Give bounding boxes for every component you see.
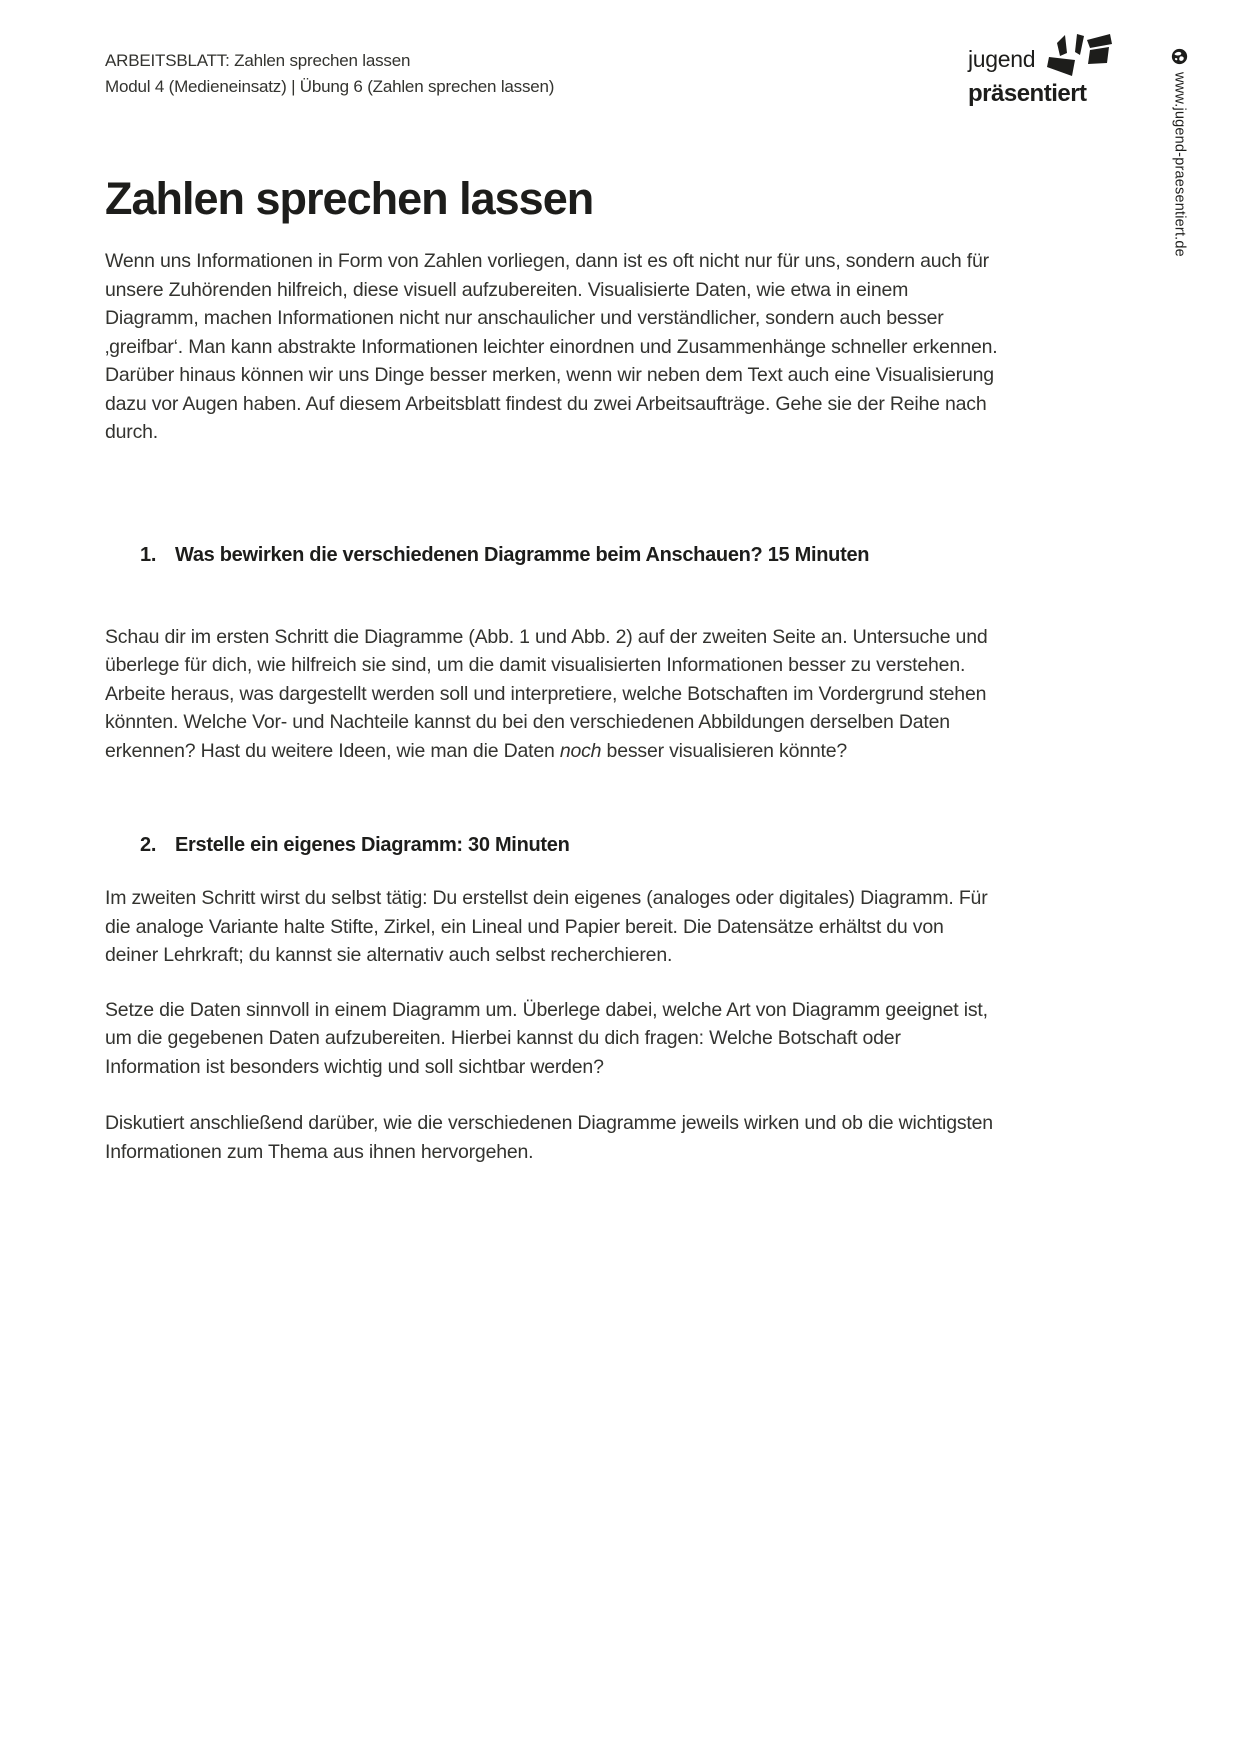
task1-number: 1. (140, 543, 157, 566)
logo-word-jugend: jugend (968, 46, 1036, 72)
jugend-praesentiert-mark-icon (1044, 32, 1112, 78)
task2-heading-text: Erstelle ein eigenes Diagramm: 30 Minuten (175, 834, 570, 856)
content (105, 0, 1000, 1166)
task2-paragraph-3: Diskutiert anschließend darüber, wie die verschiedenen Diagramme jeweils wirken und ob die wichtigsten Informationen zum Thema aus ihnen hervorgehen. (105, 1112, 993, 1163)
task1-text-italic: noch (559, 739, 602, 762)
doc-header-line1: ARBEITSBLATT: Zahlen sprechen lassen (105, 51, 411, 70)
task1-heading (105, 543, 1000, 567)
task1-text-before: Schau dir im ersten Schritt die Diagramme (Abb. 1 und Abb. 2) auf der zweiten Seite an. Untersuche und überlege für dich, wie hilfreich sie sind, um die damit visualisierten Informationen besser zu verstehen. Arbeite heraus, was dargestellt werden soll und interpretiere, welche Botschaften im Vordergrund stehen könnten. Welche Vor- und Nachteile kannst du bei den verschiedenen Abbildungen derselben Daten erkennen? Hast du weitere Ideen, wie man die Daten (105, 625, 988, 762)
intro-paragraph: Wenn uns Informationen in Form von Zahlen vorliegen, dann ist es oft nicht nur für uns, sondern auch für unsere Zuhörenden hilfreich, diese visuell aufzubereiten. Visualisierte Daten, wie etwa in einem Diagramm, machen Informationen nicht nur anschaulicher und verständlicher, sondern auch besser ‚greifbar‘. Man kann abstrakte Informationen leichter einordnen und Zusammenhänge schneller erkennen. Darüber hinaus können wir uns Dinge besser merken, wenn wir neben dem Text auch eine Visualisierung dazu vor Augen haben. Auf diesem Arbeitsblatt findest du zwei Arbeitsaufträge. Gehe sie der Reihe nach durch. (105, 250, 998, 443)
task2-number: 2. (140, 834, 157, 856)
task1-paragraph (105, 623, 1000, 766)
logo-word-praesentiert: präsentiert (968, 80, 1087, 107)
doc-header-line2: Modul 4 (Medieneinsatz) | Übung 6 (Zahlen sprechen lassen) (105, 77, 555, 96)
task1-text-after: besser visualisieren könnte? (601, 739, 848, 762)
globe-icon (1171, 48, 1188, 65)
task1-heading-text: Was bewirken die verschiedenen Diagramme beim Anschauen? 15 Minuten (175, 543, 870, 566)
side-credit-url: www.jugend-praesentiert.de (1171, 72, 1188, 257)
task2-paragraph-1: Im zweiten Schritt wirst du selbst tätig: Du erstellst dein eigenes (analoges oder digitales) Diagramm. Für die analoge Variante halte Stifte, Zirkel, ein Lineal und Papier bereit. Die Datensätze erhältst du von deiner Lehrkraft; du kannst sie alternativ auch selbst recherchieren. (105, 887, 988, 966)
task2-heading (105, 833, 1000, 857)
task2-paragraph-2: Setze die Daten sinnvoll in einem Diagramm um. Überlege dabei, welche Art von Diagramm geeignet ist, um die gegebenen Daten aufzubereiten. Hierbei kannst du dich fragen: Welche Botschaft oder Information ist besonders wichtig und soll sichtbar werden? (105, 998, 988, 1078)
side-credit (1171, 48, 1188, 257)
page-title: Zahlen sprechen lassen (105, 173, 594, 224)
